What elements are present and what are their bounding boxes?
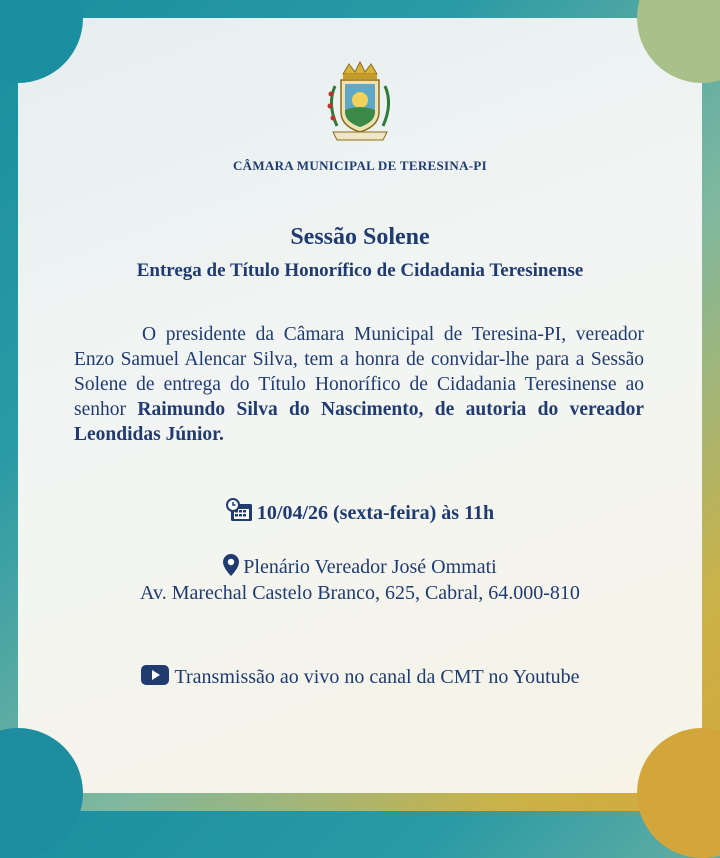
location-pin-icon	[223, 554, 239, 576]
livestream-text: Transmissão ao vivo no canal da CMT no Youtube	[174, 666, 580, 688]
paragraph-honoree: Raimundo Silva do Nascimento, de autoria do vereador Leondidas Júnior.	[74, 399, 644, 445]
datetime-text: 10/04/26 (sexta-feira) às 11h	[256, 502, 495, 524]
event-subtitle: Entrega de Título Honorífico de Cidadania Teresinense	[136, 260, 584, 281]
calendar-clock-icon	[226, 498, 254, 522]
event-title: Sessão Solene	[290, 224, 430, 250]
venue-address: Av. Marechal Castelo Branco, 625, Cabral, 64.000-810	[140, 582, 580, 604]
invitation-paragraph	[74, 322, 644, 447]
event-datetime	[18, 498, 702, 525]
invitation-card	[18, 18, 702, 793]
paragraph-intro: O presidente da Câmara Municipal de Teresina-PI, vereador Enzo Samuel Alencar Silva, tem a honra de convidar-lhe para a Sessão Solene de entrega do Título Honorífico de Cidadania Teresinense ao senhor	[74, 324, 644, 420]
livestream-info	[18, 665, 702, 689]
event-venue	[18, 554, 702, 606]
youtube-icon	[141, 665, 169, 685]
venue-name: Plenário Vereador José Ommati	[243, 556, 497, 578]
organization-name: CÂMARA MUNICIPAL DE TERESINA-PI	[232, 158, 488, 173]
crest-logo	[315, 60, 405, 150]
